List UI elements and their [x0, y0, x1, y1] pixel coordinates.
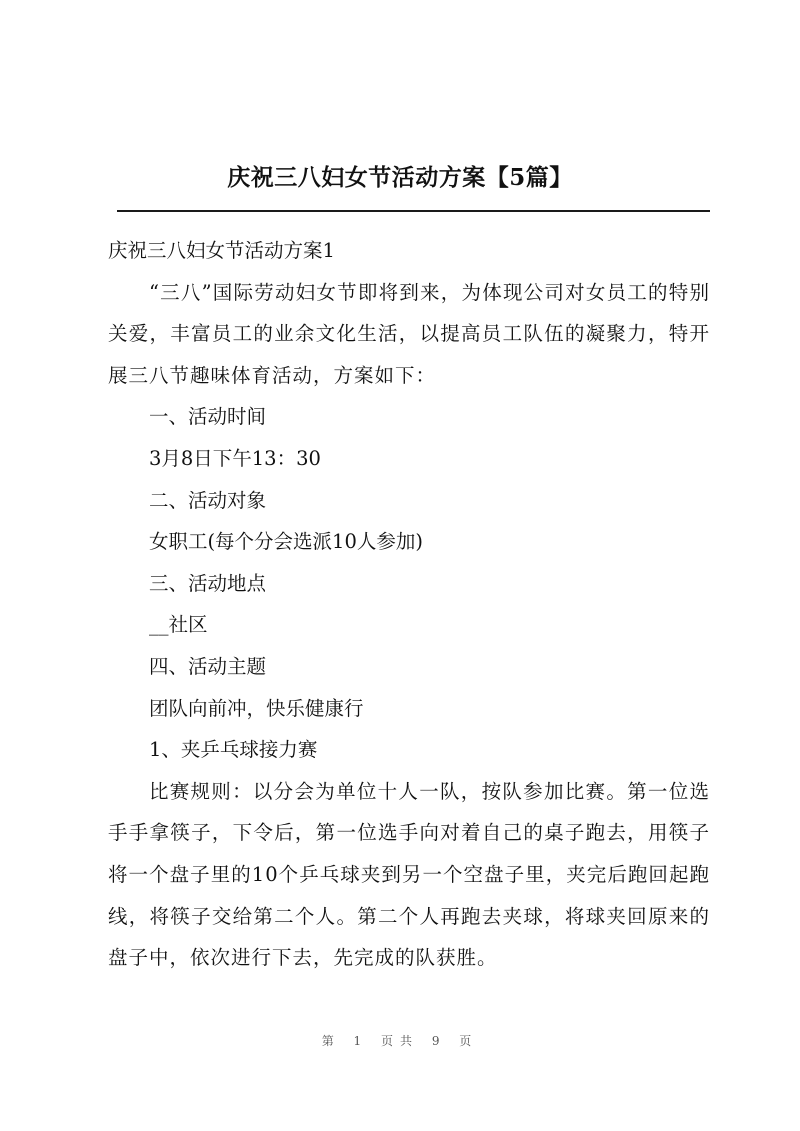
activity-theme-value: 团队向前冲，快乐健康行 [148, 696, 364, 720]
heading-activity-location: 三、活动地点 [148, 571, 266, 595]
document-body [108, 230, 710, 979]
activity-time-value: 3月8日下午13：30 [148, 446, 321, 470]
page-number-footer: 第 1 页共 9 页 [321, 1034, 479, 1048]
document-title: 庆祝三八妇女节活动方案【5篇】 [227, 164, 573, 191]
heading-relay-race: 1、夹乒乓球接力赛 [148, 738, 318, 762]
heading-activity-target: 二、活动对象 [148, 488, 266, 512]
rules-paragraph: 比赛规则：以分会为单位十人一队，按队参加比赛。第一位选手手拿筷子，下令后，第一位选手向对着自己的桌子跑去，用筷子将一个盘子里的10个乒乓球夹到另一个空盘子里，夹完后跑回起跑线，将筷子交给第二个人。第二个人再跑去夹球，将球夹回原来的盘子中，依次进行下去，先完成的队获胜。 [108, 779, 710, 970]
heading-activity-theme: 四、活动主题 [148, 654, 266, 678]
section-heading: 庆祝三八妇女节活动方案1 [108, 239, 335, 262]
activity-target-value: 女职工(每个分会选派10人参加) [148, 530, 423, 554]
heading-activity-time: 一、活动时间 [148, 405, 266, 429]
title-divider [117, 210, 710, 212]
intro-paragraph: “三八”国际劳动妇女节即将到来，为体现公司对女员工的特别关爱，丰富员工的业余文化生活，以提高员工队伍的凝聚力，特开展三八节趣味体育活动，方案如下： [108, 280, 710, 387]
activity-location-value: __社区 [148, 613, 208, 637]
